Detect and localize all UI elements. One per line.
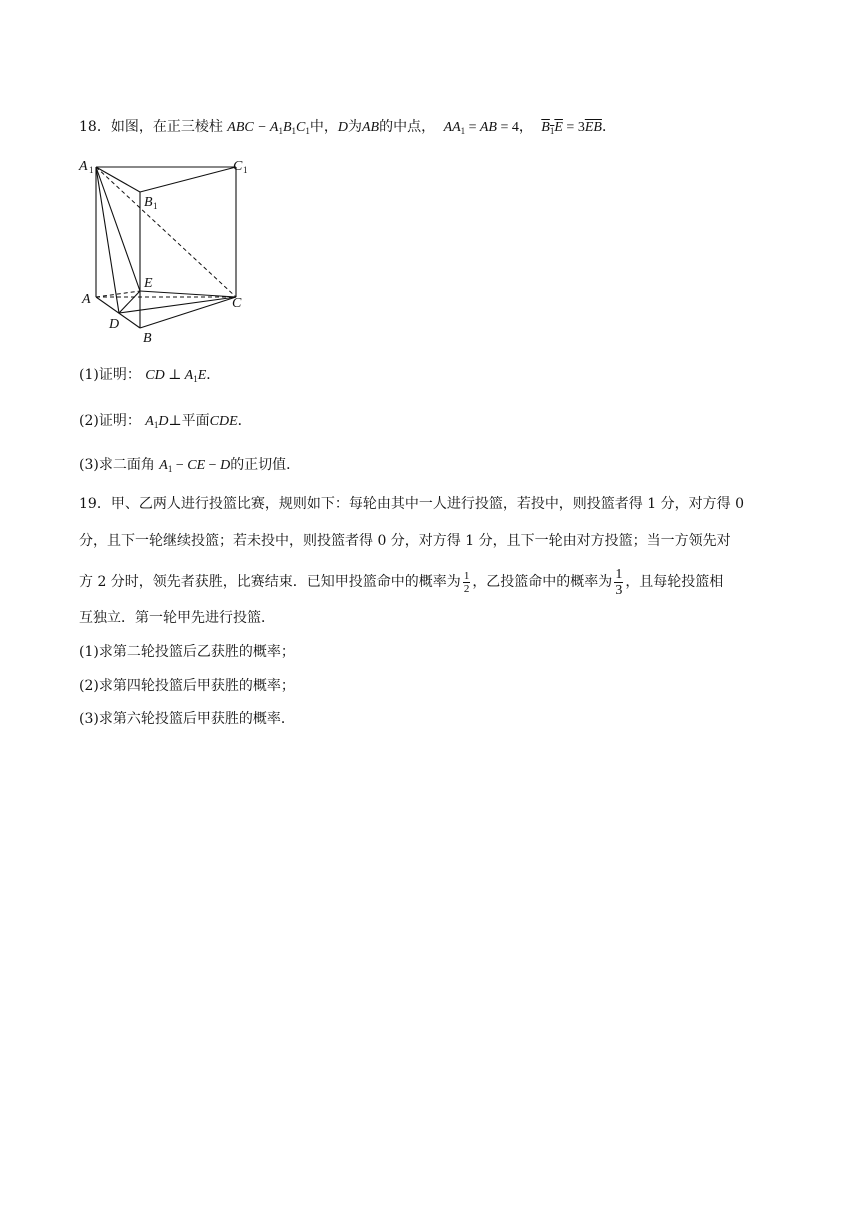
q19-text: ，且每轮投篮相 bbox=[625, 574, 724, 590]
label-c: C bbox=[232, 296, 242, 311]
q18-condition-2: $B_1E = 3\overline{EB}$ bbox=[541, 120, 602, 136]
part-suffix: ． bbox=[206, 367, 221, 383]
q19-part-2: (2)求第四轮投篮后甲获胜的概率； bbox=[79, 678, 295, 694]
q18-segment-ab: AB bbox=[362, 120, 380, 135]
q18-text: 中， bbox=[309, 119, 338, 135]
label-c1: C bbox=[233, 159, 243, 174]
fraction-one-third bbox=[614, 567, 623, 598]
q19-line-3 bbox=[79, 566, 723, 598]
q18-text: ． bbox=[601, 119, 616, 135]
label-a: A bbox=[82, 292, 91, 307]
part-math: CDE bbox=[209, 414, 238, 429]
label-e: E bbox=[144, 276, 153, 291]
q19-text: ，乙投篮命中的概率为 bbox=[472, 574, 613, 590]
q18-point-d: D bbox=[337, 120, 348, 135]
prism-figure bbox=[76, 150, 256, 350]
q18-condition-1: $AA_1$ = AB = 4 bbox=[443, 120, 519, 136]
label-d: D bbox=[109, 317, 120, 332]
q18-intro: 如图，在正三棱柱 bbox=[110, 119, 223, 135]
q19-part-3: (3)求第六轮投篮后甲获胜的概率． bbox=[79, 711, 295, 727]
q18-statement bbox=[79, 117, 616, 141]
part-prefix: (3)求二面角 bbox=[79, 457, 155, 473]
label-b1: B bbox=[144, 195, 153, 210]
label-subscript: 1 bbox=[153, 201, 158, 211]
q19-line-2: 分，且下一轮继续投篮；若未投中，则投篮者得 0 分，对方得 1 分，且下一轮由对方投篮；当一方领先对 bbox=[79, 533, 731, 549]
q18-part-2 bbox=[79, 411, 252, 435]
fraction-one-half bbox=[463, 570, 471, 595]
q18-text: 的中点， bbox=[379, 119, 436, 135]
part-suffix: 的正切值． bbox=[230, 457, 301, 473]
part-prefix: (1)证明： bbox=[79, 367, 141, 383]
part-math: CD ⊥ $A_1E$ bbox=[145, 368, 207, 384]
fraction-denominator: 3 bbox=[615, 582, 623, 598]
label-subscript: 1 bbox=[89, 165, 94, 175]
q18-prism-name: ABC − $A_1B_1C_1$ bbox=[227, 120, 310, 136]
q19-line-1: 19．甲、乙两人进行投篮比赛，规则如下：每轮由其中一人进行投篮，若投中，则投篮者得 1 分，对方得 0 bbox=[79, 496, 744, 512]
q19-line-4: 互独立．第一轮甲先进行投篮． bbox=[79, 610, 275, 626]
q19-part-1: (1)求第二轮投篮后乙获胜的概率； bbox=[79, 644, 295, 660]
fraction-denominator: 2 bbox=[463, 582, 470, 595]
fraction-numerator: 1 bbox=[615, 566, 623, 582]
label-subscript: 1 bbox=[243, 165, 248, 175]
q18-part-1 bbox=[79, 365, 220, 389]
label-b: B bbox=[143, 331, 152, 346]
q18-text: ， bbox=[518, 119, 533, 135]
part-math: $A_1$ − CE − D bbox=[159, 458, 231, 474]
part-prefix: (2)证明： bbox=[79, 413, 141, 429]
part-suffix: ⊥平面 bbox=[168, 413, 210, 429]
q19-text: 方 2 分时，领先者获胜，比赛结束．已知甲投篮命中的概率为 bbox=[79, 574, 461, 590]
q18-text: 为 bbox=[348, 119, 362, 135]
fraction-numerator: 1 bbox=[463, 569, 470, 582]
part-suffix: ． bbox=[237, 413, 252, 429]
label-a1: A bbox=[79, 159, 88, 174]
part-math: $A_1D$ bbox=[145, 414, 169, 430]
q18-number: 18． bbox=[79, 119, 111, 135]
q18-part-3 bbox=[79, 455, 300, 479]
